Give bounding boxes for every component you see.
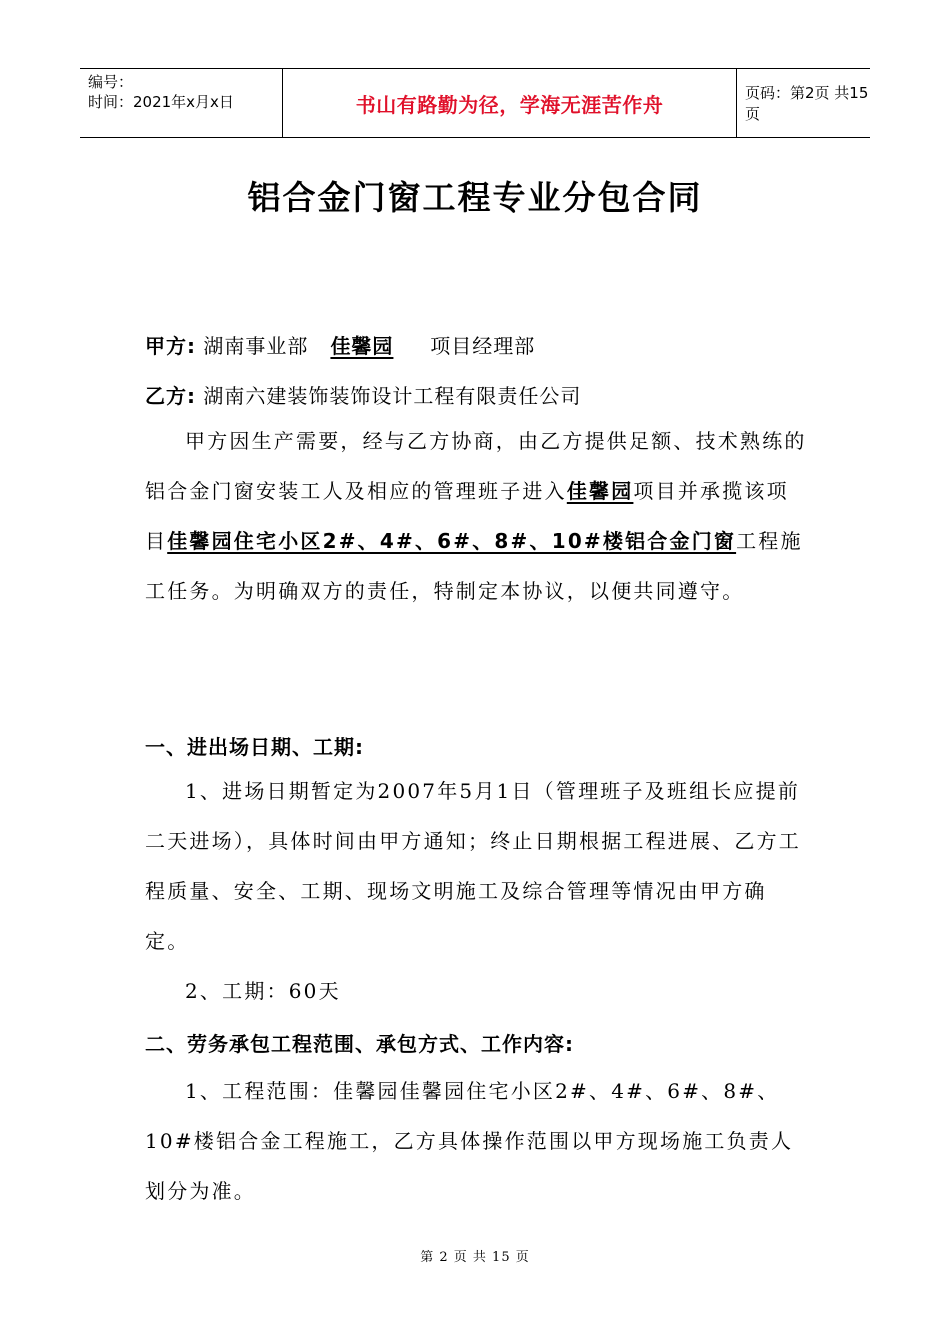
page-footer: 第 2 页 共 15 页 (420, 1250, 530, 1265)
intro-scope: 佳馨园住宅小区2#、4#、6#、8#、10#楼铝合金门窗 (167, 529, 737, 553)
section2-heading: 二、劳务承包工程范围、承包方式、工作内容: (145, 1032, 574, 1056)
header-table (80, 68, 870, 138)
party-a-project: 佳馨园 (330, 334, 394, 358)
party-a-label: 甲方: (145, 334, 196, 358)
section1-item1: 1、进场日期暂定为2007年5月1日（管理班子及班组长应提前二天进场），具体时间由甲方通知；终止日期根据工程进展、乙方工程质量、安全、工期、现场文明施工及综合管理等情况由甲方确定。 (145, 779, 801, 953)
page-info: 页码：第2页 共15页 (745, 84, 869, 123)
party-a-pre: 湖南事业部 (203, 334, 309, 358)
intro-project: 佳馨园 (566, 479, 634, 503)
document-title: 铝合金门窗工程专业分包合同 (247, 178, 703, 217)
party-b (145, 380, 581, 409)
number-label: 编号： (88, 73, 134, 91)
intro-text-2: 项目并承揽该项目 (145, 479, 789, 553)
party-b-label: 乙方: (145, 384, 196, 408)
party-b-name: 湖南六建装饰装饰设计工程有限责任公司 (203, 384, 582, 408)
section2-item1: 1、工程范围：佳馨园佳馨园住宅小区2#、4#、6#、8#、10#楼铝合金工程施工，乙方具体操作范围以甲方现场施工负责人划分为准。 (145, 1079, 794, 1203)
intro-text-3: 工程施工任务。为明确双方的责任，特制定本协议，以便共同遵守。 (145, 529, 803, 603)
motto: 书山有路勤为径，学海无涯苦作舟 (355, 92, 664, 117)
party-a (145, 330, 535, 359)
section1-item2: 2、工期：60天 (185, 979, 341, 1003)
party-a-post: 项目经理部 (430, 334, 536, 358)
intro-text-1: 甲方因生产需要，经与乙方协商，由乙方提供足额、技术熟练的铝合金门窗安装工人及相应的管理班子进入 (145, 429, 807, 503)
header-motto-cell (282, 69, 737, 137)
intro-paragraph (145, 416, 810, 616)
section1-heading: 一、进出场日期、工期: (145, 735, 364, 759)
time-label: 时间：2021年x月x日 (88, 93, 234, 111)
header-meta (80, 69, 282, 137)
